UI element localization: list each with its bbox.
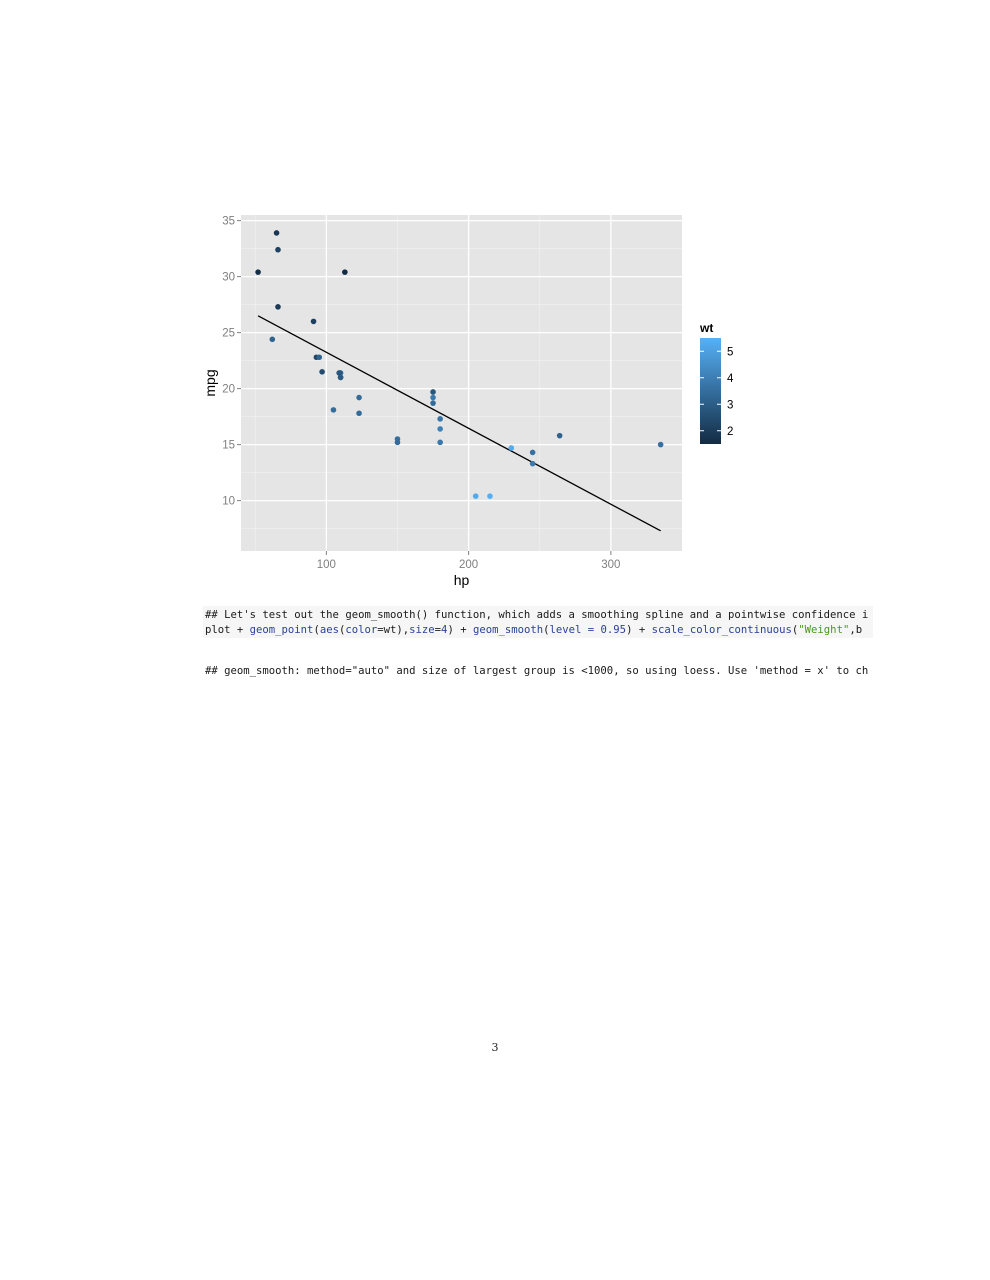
code-token: ( xyxy=(313,624,320,636)
data-point xyxy=(430,400,436,406)
y-tick-label: 15 xyxy=(222,439,235,452)
data-point xyxy=(336,370,342,376)
data-point xyxy=(395,440,401,446)
data-point xyxy=(430,389,436,395)
x-axis-label: hp xyxy=(453,572,470,588)
code-call-line xyxy=(205,623,873,637)
data-point xyxy=(356,410,362,416)
code-token: geom_point xyxy=(249,624,314,636)
legend-tick-label: 2 xyxy=(727,425,734,438)
data-point xyxy=(316,354,322,360)
code-token: plot + xyxy=(205,624,250,636)
data-point xyxy=(530,450,536,456)
code-token: ( xyxy=(543,624,550,636)
code-token: ( xyxy=(791,624,799,636)
y-tick-label: 20 xyxy=(222,383,235,396)
data-point xyxy=(508,445,514,451)
legend-tick-label: 4 xyxy=(727,372,734,385)
data-point xyxy=(658,442,664,448)
x-tick-label: 200 xyxy=(459,559,479,571)
page-number: 3 xyxy=(491,1041,499,1054)
scatter-chart xyxy=(195,205,755,595)
data-point xyxy=(269,337,275,343)
data-point xyxy=(437,440,443,446)
code-token: "Weight" xyxy=(798,624,850,636)
legend-tick-label: 3 xyxy=(727,399,734,412)
y-axis-label: mpg xyxy=(202,369,218,397)
code-output-line: ## geom_smooth: method="auto" and size of largest group is <1000, so using loess. Use 'method = x' to ch xyxy=(205,665,869,677)
data-point xyxy=(437,426,443,432)
data-point xyxy=(342,269,348,275)
code-token: ) + xyxy=(447,624,473,636)
data-point xyxy=(255,269,261,275)
code-token: scale_color_continuous xyxy=(651,624,792,636)
legend-title: wt xyxy=(700,321,714,335)
data-point xyxy=(437,416,443,422)
code-token: 0.95 xyxy=(600,624,627,636)
y-tick-label: 10 xyxy=(222,495,235,508)
x-tick-label: 100 xyxy=(316,559,336,571)
data-point xyxy=(275,304,281,310)
y-tick-label: 25 xyxy=(222,327,235,340)
code-token: level = xyxy=(549,624,601,636)
data-point xyxy=(331,407,337,413)
data-point xyxy=(319,369,325,375)
code-token: = xyxy=(434,624,442,636)
code-token: =wt), xyxy=(377,624,410,636)
code-token: ( xyxy=(338,624,346,636)
code-token: color xyxy=(345,624,378,636)
y-tick-label: 35 xyxy=(222,215,235,228)
data-point xyxy=(274,230,280,236)
data-point xyxy=(356,395,362,401)
code-token: ) + xyxy=(626,624,652,636)
code-token: geom_smooth xyxy=(472,624,544,636)
code-token: size xyxy=(409,624,435,636)
y-tick-label: 30 xyxy=(222,271,235,284)
data-point xyxy=(487,493,493,499)
x-tick-label: 300 xyxy=(601,559,621,571)
legend-colorbar xyxy=(700,338,721,444)
code-comment-line: ## Let's test out the geom_smooth() function, which adds a smoothing spline and a pointwise confidence i xyxy=(205,609,869,621)
data-point xyxy=(275,247,281,253)
code-token: 4 xyxy=(441,624,448,636)
data-point xyxy=(430,395,436,401)
data-point xyxy=(557,433,563,439)
data-point xyxy=(530,461,536,467)
legend-tick-label: 5 xyxy=(727,346,734,359)
code-token: ,b xyxy=(849,624,863,636)
code-token: aes xyxy=(319,624,339,636)
data-point xyxy=(473,493,479,499)
data-point xyxy=(311,319,317,325)
